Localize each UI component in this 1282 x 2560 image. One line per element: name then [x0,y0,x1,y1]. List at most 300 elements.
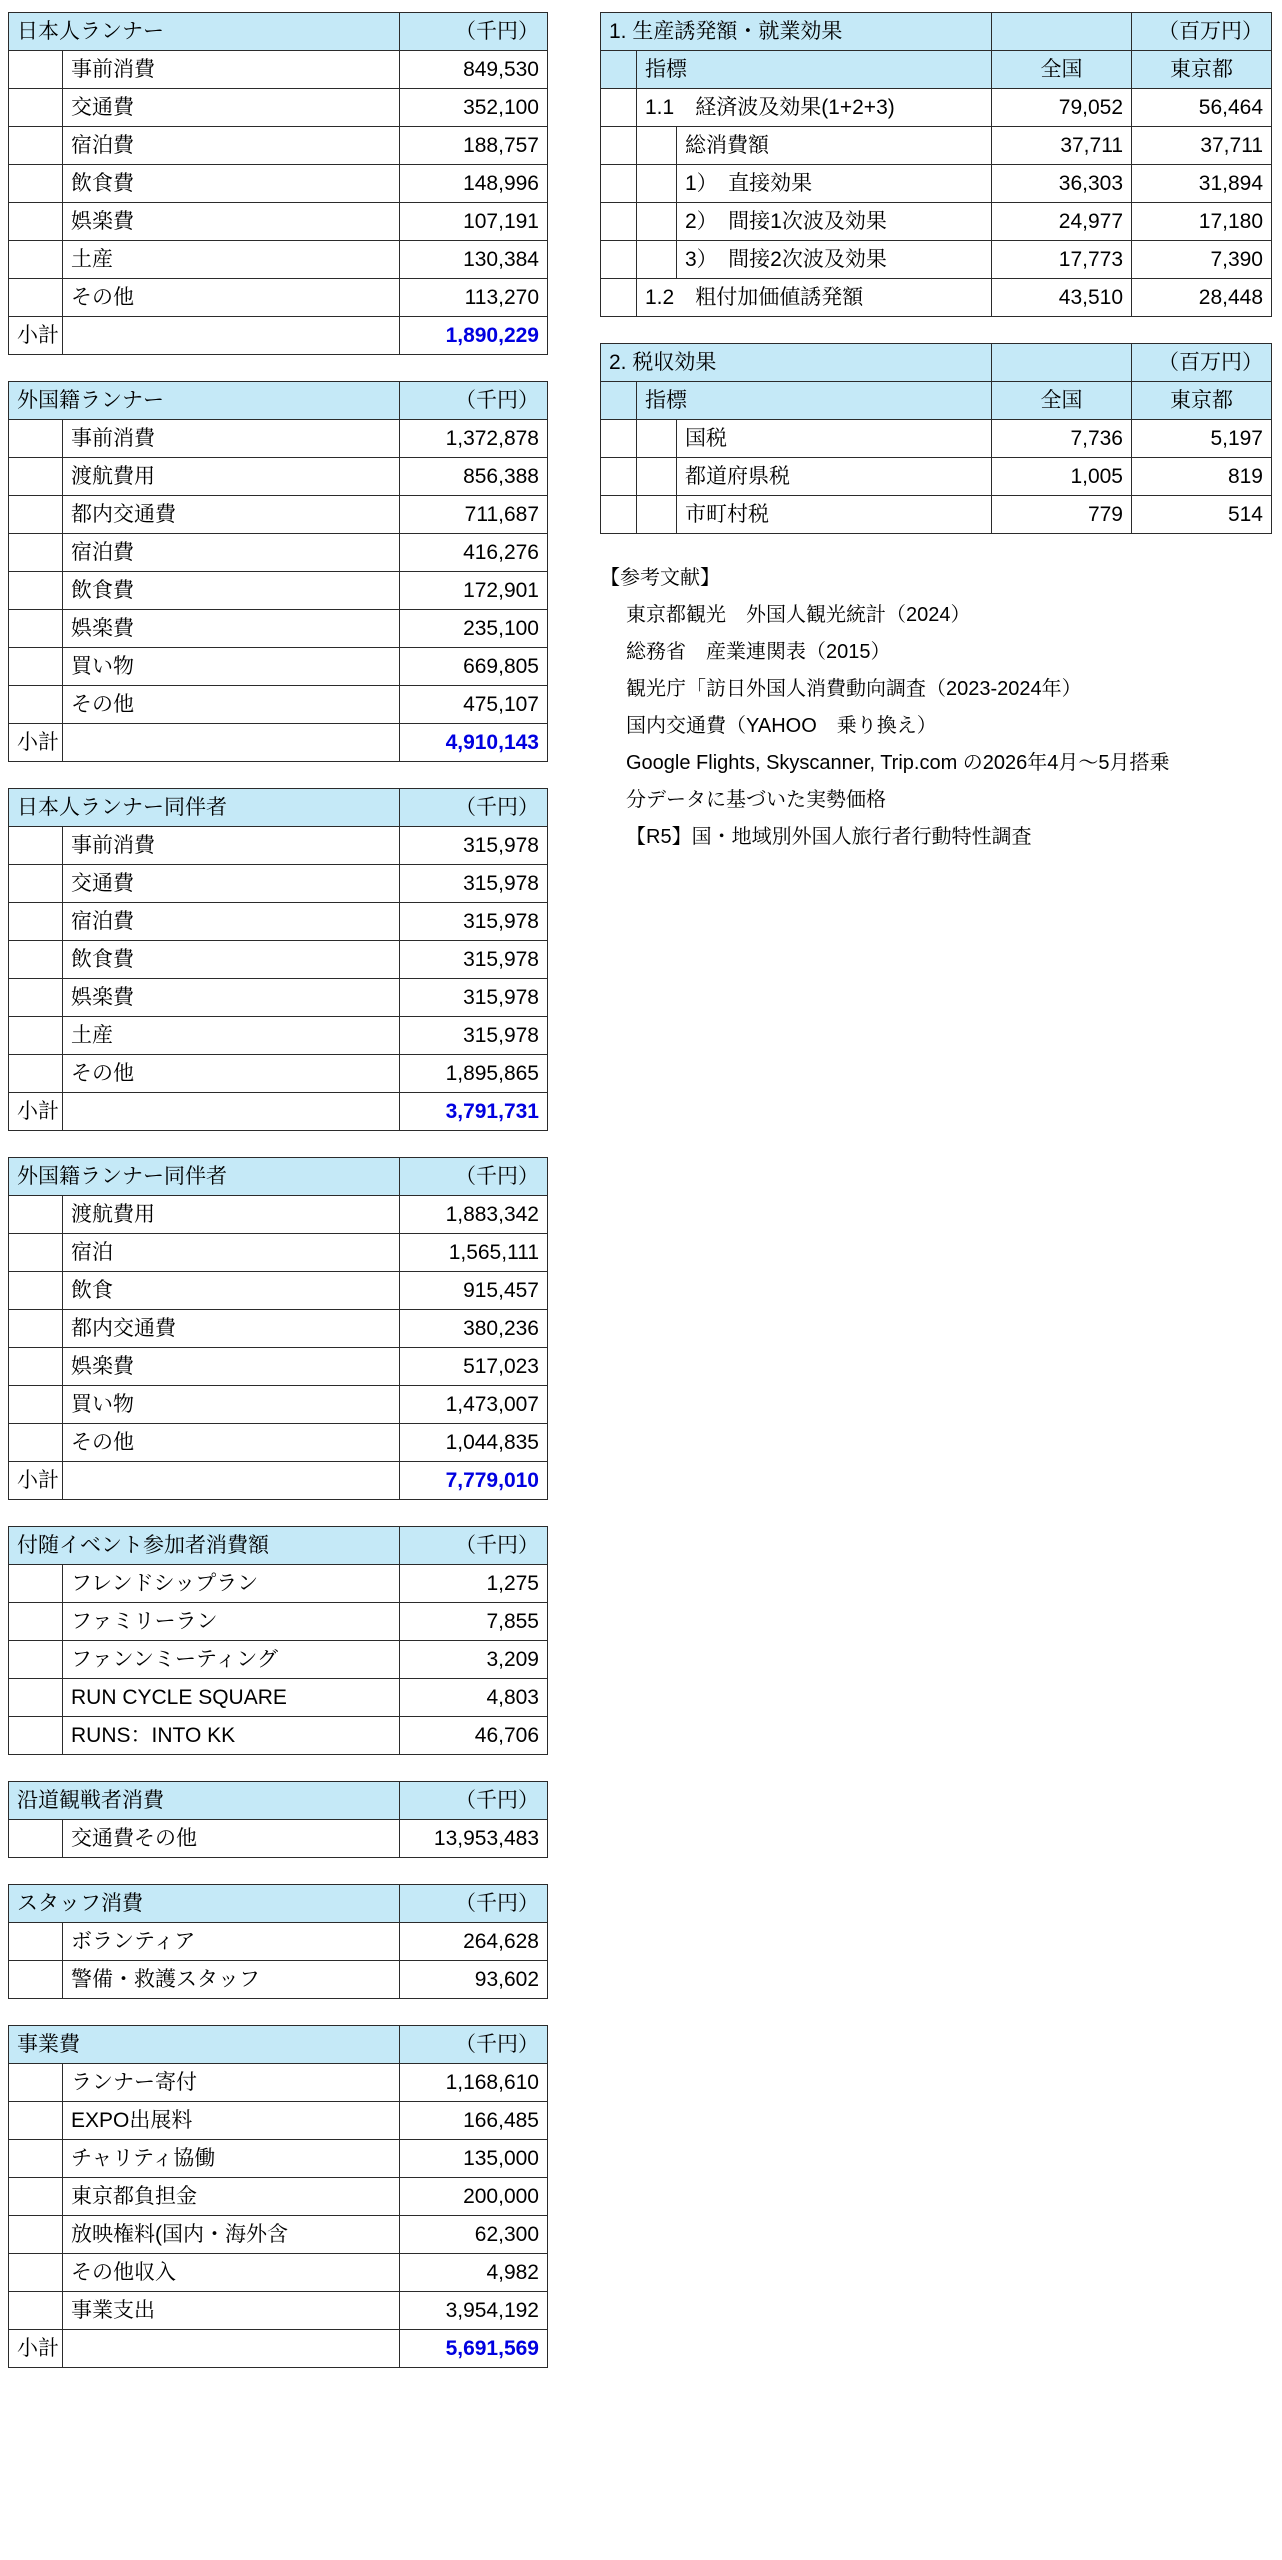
row-value: 3,209 [400,1641,548,1679]
table-unit-label: （千円） [400,13,548,51]
reference-line: 分データに基づいた実勢価格 [626,789,886,811]
table-row [9,827,548,865]
subtotal-value: 5,691,569 [400,2330,548,2368]
table-unit-label: （千円） [400,2026,548,2064]
expense-table [8,1884,548,1999]
row-value: 517,023 [400,1348,548,1386]
row-label: 宿泊費 [63,534,400,572]
row-indent-cell [9,1017,63,1055]
row-label: その他収入 [63,2254,400,2292]
row-label: 飲食費 [63,165,400,203]
table-header-row [9,2026,548,2064]
row-value-national: 79,052 [992,89,1132,127]
row-value: 107,191 [400,203,548,241]
row-indent-cell [9,1820,63,1858]
row-label: 土産 [63,241,400,279]
row-label: 娯楽費 [63,203,400,241]
row-value: 1,883,342 [400,1196,548,1234]
row-value: 188,757 [400,127,548,165]
row-label: 東京都負担金 [63,2178,400,2216]
row-value-tokyo: 17,180 [1132,203,1272,241]
effect-table [600,12,1272,317]
row-value-national: 1,005 [992,458,1132,496]
row-value: 915,457 [400,1272,548,1310]
row-indent-cell [601,458,637,496]
row-value: 4,803 [400,1679,548,1717]
row-value: 1,473,007 [400,1386,548,1424]
row-value: 315,978 [400,865,548,903]
row-indent-cell [9,979,63,1017]
col-header-tokyo: 東京都 [1132,382,1272,420]
row-indent-cell [9,2254,63,2292]
row-indent-cell [601,496,637,534]
row-label: その他 [63,279,400,317]
subtotal-blank-cell [63,724,400,762]
table-row [9,458,548,496]
table-row [601,420,1272,458]
subtotal-row [9,1462,548,1500]
column-header-row [601,51,1272,89]
right-column [600,12,1272,856]
row-indent-cell [9,2178,63,2216]
table-row [9,1234,548,1272]
row-indent-cell [9,1603,63,1641]
row-indent-cell [601,165,637,203]
table-row [9,1603,548,1641]
subtotal-value: 7,779,010 [400,1462,548,1500]
row-value: 200,000 [400,2178,548,2216]
table-row [9,979,548,1017]
subtotal-label: 小計 [9,724,63,762]
row-label: 買い物 [63,1386,400,1424]
row-value-tokyo: 514 [1132,496,1272,534]
reference-line: 国内交通費（YAHOO 乗り換え） [626,715,937,737]
table-header-row [9,1782,548,1820]
table-header-row [601,344,1272,382]
row-indent-cell [9,1055,63,1093]
table-row [601,496,1272,534]
row-indent-cell [601,127,637,165]
expense-table [8,1157,548,1500]
row-label: 1.1 経済波及効果(1+2+3) [637,89,992,127]
row-value: 849,530 [400,51,548,89]
row-indent-cell [601,279,637,317]
row-label: EXPO出展料 [63,2102,400,2140]
row-indent-cell [9,1717,63,1755]
row-label: 国税 [677,420,992,458]
references-section [600,560,1272,856]
col-header-national: 全国 [992,382,1132,420]
table-row [9,2178,548,2216]
row-value: 130,384 [400,241,548,279]
table-row [9,1565,548,1603]
row-label: 事前消費 [63,51,400,89]
table-header-row [9,13,548,51]
row-label: 1.2 粗付加価値誘発額 [637,279,992,317]
table-row [9,51,548,89]
table-title: 2. 税収効果 [601,344,992,382]
row-label: 市町村税 [677,496,992,534]
table-row [9,903,548,941]
table-unit-label: （千円） [400,789,548,827]
row-value: 315,978 [400,903,548,941]
subtotal-label: 小計 [9,1093,63,1131]
row-value-national: 43,510 [992,279,1132,317]
table-row [9,203,548,241]
col-header-indent [601,382,637,420]
table-row [601,203,1272,241]
subtotal-blank-cell [63,1093,400,1131]
row-value-national: 24,977 [992,203,1132,241]
row-indent-cell [9,203,63,241]
row-label: チャリティ協働 [63,2140,400,2178]
row-indent-cell [9,2140,63,2178]
row-indent-cell [9,903,63,941]
row-value: 172,901 [400,572,548,610]
row-value-tokyo: 37,711 [1132,127,1272,165]
table-row [9,534,548,572]
row-value: 416,276 [400,534,548,572]
row-value: 13,953,483 [400,1820,548,1858]
table-title: 外国籍ランナー同伴者 [9,1158,400,1196]
row-label: 渡航費用 [63,458,400,496]
row-indent-cell [9,827,63,865]
row-value: 1,168,610 [400,2064,548,2102]
row-label: 飲食費 [63,941,400,979]
row-indent-cell [9,1310,63,1348]
table-unit-label: （千円） [400,382,548,420]
row-value: 62,300 [400,2216,548,2254]
row-indent-cell-2 [637,241,677,279]
row-indent-cell [9,1565,63,1603]
row-label: 事前消費 [63,420,400,458]
row-indent-cell-2 [637,458,677,496]
row-label: RUN CYCLE SQUARE [63,1679,400,1717]
table-row [9,1961,548,1999]
row-indent-cell [9,534,63,572]
row-value: 315,978 [400,1017,548,1055]
expense-table [8,1526,548,1755]
row-value: 1,275 [400,1565,548,1603]
row-indent-cell [601,203,637,241]
table-row [9,1717,548,1755]
row-value-national: 779 [992,496,1132,534]
table-row [9,1348,548,1386]
row-indent-cell [9,572,63,610]
row-indent-cell-2 [637,127,677,165]
table-row [9,2102,548,2140]
subtotal-blank-cell [63,1462,400,1500]
table-header-row [9,789,548,827]
row-label: 都内交通費 [63,496,400,534]
table-row [9,1923,548,1961]
row-label: 警備・救護スタッフ [63,1961,400,1999]
table-row [9,127,548,165]
row-label: フレンドシップラン [63,1565,400,1603]
row-indent-cell [9,1923,63,1961]
table-row [9,1055,548,1093]
row-label: 宿泊費 [63,127,400,165]
row-label: ボランティア [63,1923,400,1961]
row-indent-cell-2 [637,420,677,458]
table-row [9,610,548,648]
row-value-tokyo: 28,448 [1132,279,1272,317]
row-indent-cell [9,1386,63,1424]
table-row [601,241,1272,279]
row-value: 93,602 [400,1961,548,1999]
expense-table [8,381,548,762]
row-indent-cell [9,420,63,458]
row-value-national: 36,303 [992,165,1132,203]
table-unit-label: （千円） [400,1885,548,1923]
row-label: 1） 直接効果 [677,165,992,203]
row-indent-cell-2 [637,496,677,534]
row-indent-cell [9,2292,63,2330]
table-unit-label: （千円） [400,1782,548,1820]
table-row [9,2254,548,2292]
reference-line: 【R5】国・地域別外国人旅行者行動特性調査 [626,826,1032,848]
subtotal-value: 3,791,731 [400,1093,548,1131]
table-unit-label: （百万円） [1132,344,1272,382]
table-row [601,165,1272,203]
row-indent-cell [9,1424,63,1462]
row-value: 166,485 [400,2102,548,2140]
table-row [9,420,548,458]
row-indent-cell [9,648,63,686]
table-title: 日本人ランナー [9,13,400,51]
table-title: 1. 生産誘発額・就業効果 [601,13,992,51]
row-label: ファミリーラン [63,1603,400,1641]
table-row [9,1272,548,1310]
row-label: 総消費額 [677,127,992,165]
table-header-row [9,1527,548,1565]
table-row [9,1386,548,1424]
table-title: スタッフ消費 [9,1885,400,1923]
table-row [601,127,1272,165]
row-value: 113,270 [400,279,548,317]
subtotal-blank-cell [63,2330,400,2368]
table-row [9,2140,548,2178]
subtotal-row [9,724,548,762]
row-value: 352,100 [400,89,548,127]
expense-table [8,2025,548,2368]
row-label: 事前消費 [63,827,400,865]
row-indent-cell [9,127,63,165]
row-value: 264,628 [400,1923,548,1961]
row-label: RUNS：INTO KK [63,1717,400,1755]
row-label: 放映権料(国内・海外含 [63,2216,400,2254]
row-label: 買い物 [63,648,400,686]
subtotal-label: 小計 [9,1462,63,1500]
table-row [9,1424,548,1462]
table-row [9,2064,548,2102]
table-row [9,941,548,979]
row-label: その他 [63,1424,400,1462]
row-indent-cell [9,1961,63,1999]
table-row [9,241,548,279]
row-indent-cell [601,241,637,279]
row-label: 事業支出 [63,2292,400,2330]
row-value: 856,388 [400,458,548,496]
row-value: 1,895,865 [400,1055,548,1093]
table-unit-label: （千円） [400,1158,548,1196]
table-header-row [601,13,1272,51]
table-row [9,279,548,317]
table-row [601,279,1272,317]
row-value: 669,805 [400,648,548,686]
table-row [9,89,548,127]
row-indent-cell [9,2102,63,2140]
row-label: 娯楽費 [63,979,400,1017]
row-indent-cell [9,458,63,496]
row-indent-cell [9,279,63,317]
row-label: 交通費その他 [63,1820,400,1858]
row-indent-cell [601,89,637,127]
table-row [9,1679,548,1717]
table-row [9,865,548,903]
row-value: 3,954,192 [400,2292,548,2330]
row-value: 380,236 [400,1310,548,1348]
row-indent-cell [601,420,637,458]
row-value: 46,706 [400,1717,548,1755]
row-value: 475,107 [400,686,548,724]
row-label: その他 [63,686,400,724]
col-header-tokyo: 東京都 [1132,51,1272,89]
expense-table [8,788,548,1131]
table-row [9,2292,548,2330]
row-label: 3） 間接2次波及効果 [677,241,992,279]
row-indent-cell [9,2216,63,2254]
subtotal-value: 1,890,229 [400,317,548,355]
table-row [9,165,548,203]
row-indent-cell [9,610,63,648]
table-row [9,648,548,686]
row-indent-cell [9,865,63,903]
col-header-metric: 指標 [637,51,992,89]
row-value-national: 7,736 [992,420,1132,458]
subtotal-row [9,1093,548,1131]
table-title: 日本人ランナー同伴者 [9,789,400,827]
row-indent-cell [9,941,63,979]
row-label: 飲食 [63,1272,400,1310]
expense-table [8,1781,548,1858]
row-value: 235,100 [400,610,548,648]
table-row [9,1820,548,1858]
table-unit-label: （百万円） [1132,13,1272,51]
reference-line: 観光庁「訪日外国人消費動向調査（2023-2024年） [626,678,1082,700]
row-indent-cell [9,51,63,89]
row-label: 交通費 [63,865,400,903]
row-indent-cell-2 [637,165,677,203]
subtotal-row [9,2330,548,2368]
row-value-tokyo: 56,464 [1132,89,1272,127]
subtotal-value: 4,910,143 [400,724,548,762]
row-label: 渡航費用 [63,1196,400,1234]
subtotal-row [9,317,548,355]
table-header-row [9,1158,548,1196]
row-indent-cell [9,1272,63,1310]
table-row [9,1017,548,1055]
table-row [601,458,1272,496]
row-value: 1,044,835 [400,1424,548,1462]
row-indent-cell [9,1234,63,1272]
table-title: 事業費 [9,2026,400,2064]
reference-line: 東京都観光 外国人観光統計（2024） [626,604,971,626]
row-value: 1,372,878 [400,420,548,458]
col-header-metric: 指標 [637,382,992,420]
row-indent-cell [9,686,63,724]
table-header-row [9,382,548,420]
row-label: ファンンミーティング [63,1641,400,1679]
left-column [8,12,548,2394]
row-label: 宿泊費 [63,903,400,941]
row-label: 宿泊 [63,1234,400,1272]
row-indent-cell [9,2064,63,2102]
row-label: 土産 [63,1017,400,1055]
row-value: 1,565,111 [400,1234,548,1272]
table-title: 付随イベント参加者消費額 [9,1527,400,1565]
references-title: 【参考文献】 [600,567,720,589]
row-indent-cell [9,496,63,534]
table-header-row [9,1885,548,1923]
row-indent-cell [9,1641,63,1679]
row-label: 娯楽費 [63,610,400,648]
col-header-indent [601,51,637,89]
table-row [9,1310,548,1348]
row-indent-cell [9,1348,63,1386]
row-value: 7,855 [400,1603,548,1641]
effect-table [600,343,1272,534]
row-value-national: 37,711 [992,127,1132,165]
table-title: 外国籍ランナー [9,382,400,420]
row-indent-cell [9,165,63,203]
reference-line: Google Flights, Skyscanner, Trip.com の2026年4月〜5月搭乗 [626,752,1170,774]
expense-table [8,12,548,355]
row-label: ランナー寄付 [63,2064,400,2102]
row-value: 315,978 [400,941,548,979]
row-label: 都道府県税 [677,458,992,496]
table-title: 沿道観戦者消費 [9,1782,400,1820]
row-label: 飲食費 [63,572,400,610]
row-label: 交通費 [63,89,400,127]
table-row [9,496,548,534]
table-row [9,2216,548,2254]
row-value: 711,687 [400,496,548,534]
row-label: 都内交通費 [63,1310,400,1348]
table-row [601,89,1272,127]
row-label: 2） 間接1次波及効果 [677,203,992,241]
row-indent-cell [9,1679,63,1717]
subtotal-label: 小計 [9,2330,63,2368]
row-value: 315,978 [400,827,548,865]
row-indent-cell [9,1196,63,1234]
row-value-national: 17,773 [992,241,1132,279]
table-row [9,686,548,724]
row-label: その他 [63,1055,400,1093]
table-row [9,1196,548,1234]
row-value-tokyo: 5,197 [1132,420,1272,458]
row-value: 135,000 [400,2140,548,2178]
subtotal-label: 小計 [9,317,63,355]
row-value: 4,982 [400,2254,548,2292]
row-value: 315,978 [400,979,548,1017]
table-row [9,1641,548,1679]
row-label: 娯楽費 [63,1348,400,1386]
row-value: 148,996 [400,165,548,203]
table-header-blank [992,13,1132,51]
row-indent-cell [9,241,63,279]
subtotal-blank-cell [63,317,400,355]
